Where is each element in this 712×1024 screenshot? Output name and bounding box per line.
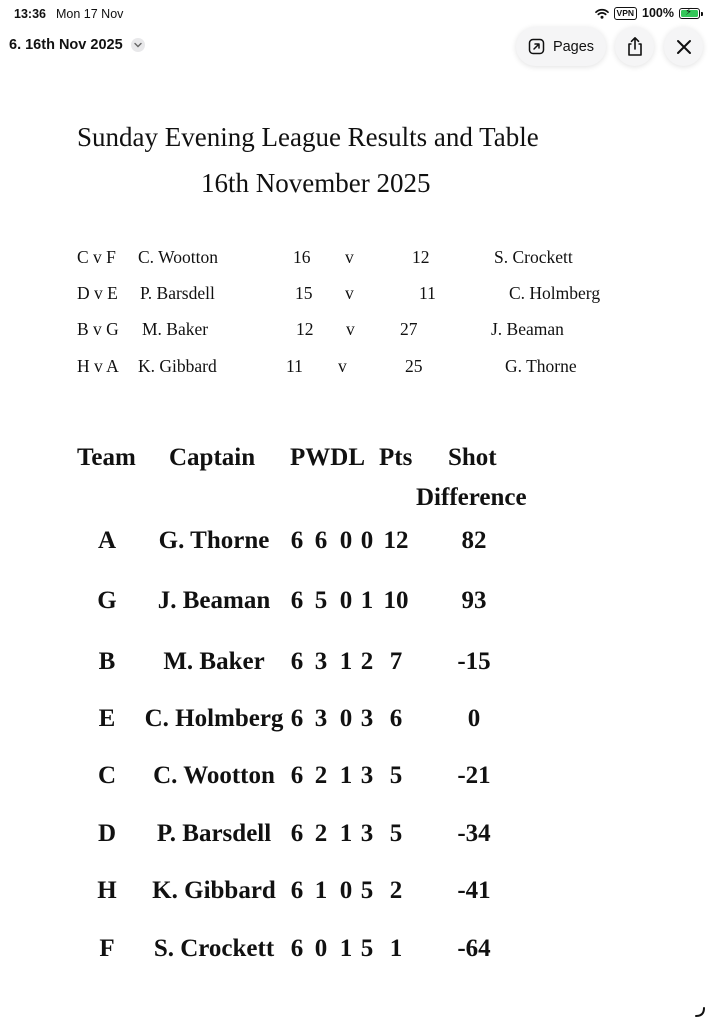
cell-lost: 1 bbox=[360, 587, 374, 614]
cell-team: B bbox=[98, 648, 116, 675]
result-away-score: 25 bbox=[405, 356, 423, 376]
cell-shot-difference: 0 bbox=[467, 705, 481, 732]
result-away-player: S. Crockett bbox=[494, 247, 573, 267]
result-home-score: 16 bbox=[293, 247, 311, 267]
cell-shot-difference: -21 bbox=[457, 762, 491, 789]
cell-shot-difference: -34 bbox=[457, 820, 491, 847]
cell-lost: 2 bbox=[360, 648, 374, 675]
cell-played: 6 bbox=[290, 877, 304, 904]
result-vs: v bbox=[345, 247, 354, 267]
cell-points: 7 bbox=[389, 648, 403, 675]
header-captain: Captain bbox=[169, 444, 256, 471]
result-away-player: J. Beaman bbox=[491, 319, 564, 339]
cell-points: 1 bbox=[389, 935, 403, 962]
cell-team: G bbox=[97, 587, 117, 614]
document-title: 6. 16th Nov 2025 bbox=[9, 37, 123, 53]
cell-captain: C. Holmberg bbox=[144, 705, 284, 732]
cell-played: 6 bbox=[290, 820, 304, 847]
cell-won: 1 bbox=[314, 877, 328, 904]
battery-percent: 100% bbox=[642, 6, 674, 20]
cell-drawn: 1 bbox=[339, 820, 353, 847]
cell-captain: P. Barsdell bbox=[156, 820, 272, 847]
header-team: Team bbox=[77, 444, 136, 471]
vpn-badge: VPN bbox=[614, 7, 637, 20]
cell-drawn: 0 bbox=[339, 877, 353, 904]
result-away-score: 27 bbox=[400, 319, 418, 339]
cell-played: 6 bbox=[290, 648, 304, 675]
result-home-player: C. Wootton bbox=[138, 247, 218, 267]
battery-charging-icon: ⚡ bbox=[679, 8, 700, 19]
cell-shot-difference: -15 bbox=[457, 648, 491, 675]
cell-lost: 3 bbox=[360, 820, 374, 847]
result-fixture: D v E bbox=[77, 283, 118, 303]
result-home-player: K. Gibbard bbox=[138, 356, 217, 376]
cell-captain: C. Wootton bbox=[153, 762, 275, 789]
cell-points: 5 bbox=[389, 762, 403, 789]
result-away-player: G. Thorne bbox=[505, 356, 577, 376]
header-pwdl: PWDL bbox=[290, 444, 365, 471]
result-fixture: H v A bbox=[77, 356, 119, 376]
cell-drawn: 1 bbox=[339, 648, 353, 675]
resize-corner-icon[interactable] bbox=[694, 1006, 706, 1018]
cell-captain: J. Beaman bbox=[157, 587, 271, 614]
result-away-score: 11 bbox=[419, 283, 436, 303]
cell-points: 6 bbox=[389, 705, 403, 732]
result-fixture: B v G bbox=[77, 319, 119, 339]
result-vs: v bbox=[346, 319, 355, 339]
cell-captain: K. Gibbard bbox=[152, 877, 276, 904]
header-difference: Difference bbox=[416, 484, 527, 511]
cell-drawn: 0 bbox=[339, 587, 353, 614]
pages-label: Pages bbox=[552, 38, 595, 55]
cell-team: E bbox=[98, 705, 116, 732]
cell-lost: 5 bbox=[360, 935, 374, 962]
cell-won: 3 bbox=[314, 705, 328, 732]
cell-lost: 0 bbox=[360, 527, 374, 554]
cell-shot-difference: 93 bbox=[461, 587, 487, 614]
cell-points: 10 bbox=[383, 587, 409, 614]
document-heading: Sunday Evening League Results and Table bbox=[77, 122, 539, 152]
status-date: Mon 17 Nov bbox=[56, 7, 124, 21]
cell-points: 5 bbox=[389, 820, 403, 847]
header-shot: Shot bbox=[448, 444, 497, 471]
cell-won: 6 bbox=[314, 527, 328, 554]
cell-drawn: 0 bbox=[339, 527, 353, 554]
cell-lost: 5 bbox=[360, 877, 374, 904]
cell-team: H bbox=[97, 877, 117, 904]
cell-team: F bbox=[99, 935, 115, 962]
result-vs: v bbox=[338, 356, 347, 376]
cell-won: 2 bbox=[314, 762, 328, 789]
cell-drawn: 0 bbox=[339, 705, 353, 732]
cell-points: 2 bbox=[389, 877, 403, 904]
cell-captain: S. Crockett bbox=[153, 935, 275, 962]
result-away-score: 12 bbox=[412, 247, 430, 267]
header-pts: Pts bbox=[379, 444, 413, 471]
result-home-score: 15 bbox=[295, 283, 313, 303]
result-fixture: C v F bbox=[77, 247, 116, 267]
cell-lost: 3 bbox=[360, 705, 374, 732]
cell-points: 12 bbox=[383, 527, 409, 554]
result-home-score: 11 bbox=[286, 356, 303, 376]
result-vs: v bbox=[345, 283, 354, 303]
result-home-player: M. Baker bbox=[142, 319, 209, 339]
cell-played: 6 bbox=[290, 527, 304, 554]
cell-shot-difference: -64 bbox=[457, 935, 491, 962]
cell-drawn: 1 bbox=[339, 762, 353, 789]
document-subheading: 16th November 2025 bbox=[201, 168, 431, 198]
status-time: 13:36 bbox=[14, 7, 46, 21]
cell-played: 6 bbox=[290, 587, 304, 614]
cell-lost: 3 bbox=[360, 762, 374, 789]
cell-won: 2 bbox=[314, 820, 328, 847]
cell-played: 6 bbox=[290, 935, 304, 962]
cell-won: 0 bbox=[314, 935, 328, 962]
cell-shot-difference: -41 bbox=[457, 877, 491, 904]
cell-shot-difference: 82 bbox=[461, 527, 487, 554]
cell-played: 6 bbox=[290, 705, 304, 732]
cell-captain: G. Thorne bbox=[158, 527, 270, 554]
cell-team: A bbox=[97, 527, 117, 554]
cell-won: 3 bbox=[314, 648, 328, 675]
cell-team: D bbox=[97, 820, 117, 847]
cell-team: C bbox=[97, 762, 117, 789]
cell-played: 6 bbox=[290, 762, 304, 789]
cell-won: 5 bbox=[314, 587, 328, 614]
cell-captain: M. Baker bbox=[163, 648, 265, 675]
result-away-player: C. Holmberg bbox=[509, 283, 601, 303]
result-home-score: 12 bbox=[296, 319, 314, 339]
result-home-player: P. Barsdell bbox=[140, 283, 215, 303]
cell-drawn: 1 bbox=[339, 935, 353, 962]
